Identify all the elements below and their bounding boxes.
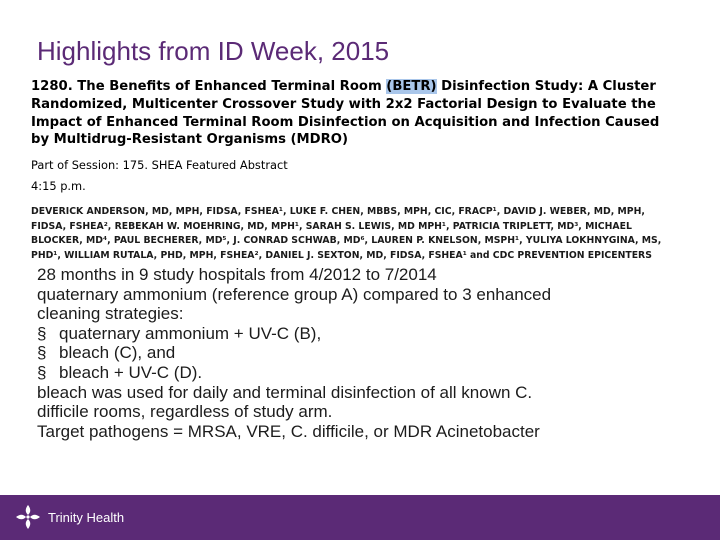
abstract-title-highlight: (BETR) (386, 79, 437, 94)
abstract-title-start: 1280. The Benefits of Enhanced Terminal Room (31, 79, 387, 94)
bullet-item (37, 343, 677, 363)
abstract-title-end: Disinfection Study: A Cluster Randomized, Multicenter Crossover Study with 2x2 Factorial Design to Evaluate the Impact of Enhanced Terminal Room Disinfection on Acquisition and Infection Caused by Multidrug-Resistant Organisms (MDRO) (31, 79, 660, 148)
abstract-title (31, 78, 671, 149)
abstract-screenshot (31, 78, 671, 264)
bullet-text: bleach (C), and (59, 343, 176, 363)
body-line-bleach: bleach was used for daily and terminal disinfection of all known C. (37, 382, 533, 402)
bullet-text: bleach + UV-C (D). (59, 362, 203, 382)
logo-text: Trinity Health (48, 510, 125, 525)
body-line-comparison: quaternary ammonium (reference group A) compared to 3 enhanced (37, 284, 552, 304)
bullet-text: quaternary ammonium + UV-C (B), (59, 323, 322, 343)
slide-body (37, 265, 677, 441)
body-line-study-period: 28 months in 9 study hospitals from 4/2012 to 7/2014 (37, 265, 437, 284)
abstract-time: 4:15 p.m. (31, 179, 86, 193)
trinity-health-cross-icon (14, 503, 42, 531)
footer-bar (0, 495, 720, 540)
bullet-item (37, 324, 677, 344)
bullet-marker: § (37, 362, 47, 382)
abstract-authors: DEVERICK ANDERSON, MD, MPH, FIDSA, FSHEA¹, LUKE F. CHEN, MBBS, MPH, CIC, FRACP¹, DAVID J. WEBER, MD, MPH, FIDSA, FSHEA², REBEKAH W. MOEHRING, MD, MPH¹, SARAH S. LEWIS, MD MPH¹, PATRICIA TRIPLETT, MD³, MICHAEL BLOCKER, MD⁴, PAUL BECHERER, MD⁵, J. CONRAD SCHWAB, MD⁶, LAUREN P. KNELSON, MSPH¹, YULIYA LOKHNYGINA, MS, PHD¹, WILLIAM RUTALA, PHD, MPH, FSHEA², DANIEL J. SEXTON, MD, FIDSA, FSHEA¹ and CDC PREVENTION EPICENTERS (31, 206, 662, 261)
bullet-marker: § (37, 323, 47, 343)
body-line-strategies: cleaning strategies: (37, 304, 184, 324)
bullet-item (37, 363, 677, 383)
slide-title: Highlights from ID Week, 2015 (37, 36, 390, 66)
bullet-marker: § (37, 343, 47, 363)
body-line-difficile: difficile rooms, regardless of study arm. (37, 402, 333, 422)
body-line-pathogens: Target pathogens = MRSA, VRE, C. difficile, or MDR Acinetobacter (37, 421, 540, 441)
abstract-session: Part of Session: 175. SHEA Featured Abstract (31, 158, 288, 172)
